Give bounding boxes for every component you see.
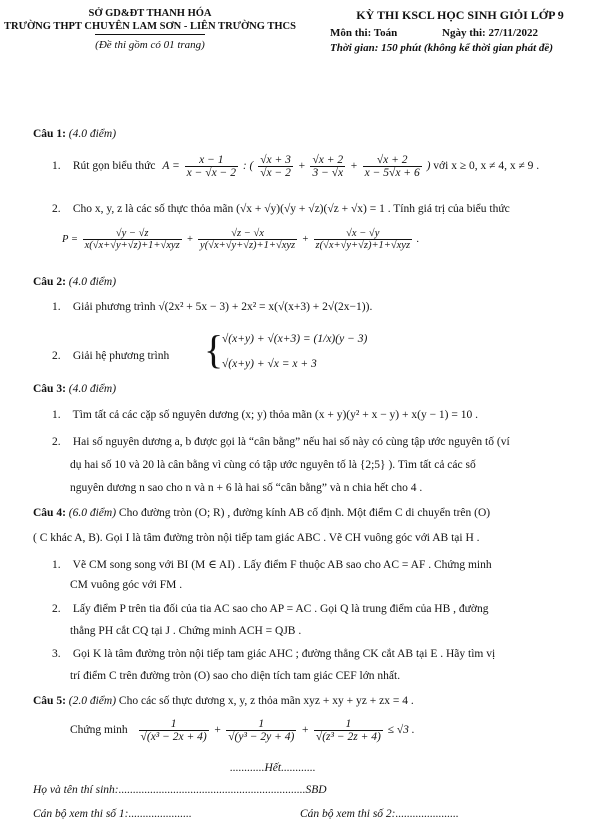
q1-p2-text: Cho x, y, z là các số thực thỏa mãn (√x + √y)(√y + √z)(√z + √x) = 1 . Tính giá trị của biểu thức [72,203,510,215]
q2-title: Câu 2: [33,276,66,288]
q3-points: (4.0 điểm) [68,383,117,395]
q2-p1-text: Giải phương trình √(2x² + 5x − 3) + 2x² = x(√(x+3) + 2√(2x−1)). [72,301,373,313]
q1-title: Câu 1: [33,128,66,140]
q4-p2-l1: Lấy điểm P trên tia đối của tia AC sao cho AP = AC . Gọi Q là trung điểm của HB , đường [72,603,489,615]
header-left [0,8,300,51]
q1-part2 [52,203,510,215]
q4-heading [33,507,490,519]
header-right [330,8,590,54]
q5-prove-label: Chứng minh [70,724,128,737]
q4-part2-line1 [52,603,488,615]
q4-p3-l2: trí điểm C trên đường tròn (O) sao cho diện tích tam giác CEF lớn nhất. [70,670,401,682]
q4-p3-l1: Gọi K là tâm đường tròn nội tiếp tam giác AHC ; đường thẳng CK cắt AB tại E . Hãy tìm vị [72,648,496,660]
q2-part2 [52,350,169,362]
q1-heading [33,128,116,140]
exam-time: Thời gian: 150 phút (không kể thời gian phát đề) [330,42,553,54]
q1-p1-cond: với x ≥ 0, x ≠ 4, x ≠ 9 . [433,160,540,173]
q5-heading [33,695,414,707]
q2-heading [33,276,116,288]
q2-p2-num: 2. [52,350,61,362]
exam-date: Ngày thi: 27/11/2022 [442,27,538,39]
q4-intro2: ( C khác A, B). Gọi I là tâm đường tròn nội tiếp tam giác ABC . Vẽ CH vuông góc với AB tại H . [33,532,480,544]
q3-part1 [52,409,478,421]
q5-points: (2.0 điểm) [68,695,117,707]
q3-p2-num: 2. [52,436,61,448]
q1-p1-num: 1. [52,160,61,173]
q4-part1-line1 [52,557,492,571]
q2-points: (4.0 điểm) [68,276,117,288]
q4-p1-num: 1. [52,559,61,571]
q4-p1-l1: Vẽ CM song song với BI (M ∈ AI) . Lấy điểm F thuộc AB sao cho AC = AF . Chứng minh [72,559,492,571]
q4-p2-num: 2. [52,603,61,615]
q3-p2-l3: nguyên dương n sao cho n và n + 6 là hai số “cân bằng” và n chia hết cho 4 . [70,482,423,494]
supervisor-1-line: Cán bộ xem thi số 1:...................... [33,808,192,820]
q4-points: (6.0 điểm) [68,507,117,519]
q5-prove [70,718,415,743]
q1-p2-formula: P = $\frac{√y - √z}{\text{x(√x+√y+√z)+1+√xyz}}$ + $\frac{√z - √x}{\text{y(√x+√y+√z)+1+√xyz}}$ + $\frac{√x - √y}{\text{z(√x+√y+√z)+1+√xyz}}$ . [62,228,420,251]
q4-p2-l2: thẳng PH cắt CQ tại J . Chứng minh ACH = QJB . [70,625,302,637]
end-mark: ............Hết............ [230,762,316,774]
q2-system-eq1: √(x+y) + √(x+3) = (1/x)(y − 3) [222,333,368,345]
q2-part1 [52,301,372,313]
q3-p2-l2: dụ hai số 10 và 20 là cân bằng vì cùng có tập ước nguyên tố là {2;5} ). Tìm tất cả các số [70,459,476,471]
q1-part1 [52,154,539,179]
q3-heading [33,383,116,395]
dept-name: SỞ GD&ĐT THANH HÓA [88,8,212,19]
q4-part3-line1 [52,648,495,660]
subject-date-row [330,27,590,39]
q2-p2-text: Giải hệ phương trình [72,350,170,362]
q5-inequality: $\frac{1}{\text{√(x³ − 2x + 4)}}$ + $\frac{1}{\text{√(y³ − 2y + 4)}}$ + $\frac{1}{\text{√(z³ − 2z + 4)}}$ ≤ √3 . [140,718,415,743]
q1-p1-formula: A = $\frac{x - 1}{x - √x - 2}$ : ( $\frac{√x + 3}{√x - 2}$ + $\frac{√x + 2}{3 - √x}$ + $\frac{√x + 2}{x - 5√x + 6}$ ) [162,154,434,179]
q1-p2-num: 2. [52,203,61,215]
page-count-note: (Đề thi gồm có 01 trang) [95,39,205,51]
q2-system-eq2: √(x+y) + √x = x + 3 [222,358,317,370]
header-divider [95,34,205,35]
q5-title: Câu 5: [33,695,66,707]
q4-p1-l2: CM vuông góc với FM . [70,579,183,591]
subject: Môn thi: Toán [330,27,398,39]
q3-title: Câu 3: [33,383,66,395]
q1-p1-text: Rút gọn biểu thức [72,160,156,173]
supervisor-2-line: Cán bộ xem thi số 2:...................... [300,808,459,820]
exam-title: KỲ THI KSCL HỌC SINH GIỎI LỚP 9 [356,8,564,22]
q4-p3-num: 3. [52,648,61,660]
q5-intro: Cho các số thực dương x, y, z thỏa mãn xyz + xy + yz + zx = 4 . [118,695,414,707]
q2-p1-num: 1. [52,301,61,313]
q3-p1-num: 1. [52,409,61,421]
q3-part2-line1 [52,436,510,448]
q4-title: Câu 4: [33,507,66,519]
candidate-name-line: Họ và tên thí sinh:.................................................................SBD [33,784,327,796]
system-brace: { [204,327,224,372]
q4-intro1: Cho đường tròn (O; R) , đường kính AB cố định. Một điểm C di chuyển trên (O) [118,507,491,519]
q3-p1-text: Tìm tất cả các cặp số nguyên dương (x; y) thỏa mãn (x + y)(y² + x − y) + x(y − 1) = 10 . [72,409,478,421]
school-name: TRƯỜNG THPT CHUYÊN LAM SƠN - LIÊN TRƯỜNG THCS [4,21,296,32]
q1-points: (4.0 điểm) [68,128,117,140]
q3-p2-l1: Hai số nguyên dương a, b được gọi là “cân bằng” nếu hai số này có cùng tập ước nguyên tố (ví [72,436,510,448]
